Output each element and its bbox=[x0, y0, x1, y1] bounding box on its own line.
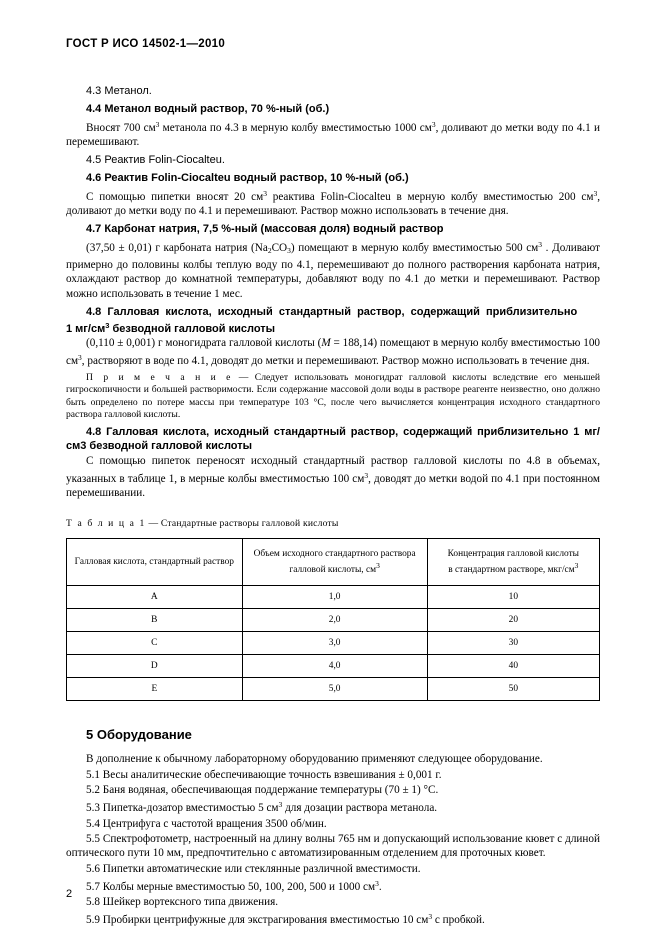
section-4-7-body: (37,50 ± 0,01) г карбоната натрия $(Na_2CO_3)$ помещают в мерную колбу вместимостью 500 $см^3$ . Доливают примерно до половины колбы теплую воду по 4.1, перемешивают до полного растворения карбоната натрия, охлаждают раствор до комнатной температуры, добавляют воду по 4.1 до метки и перемешивают. Раствор можно использовать в течение 1 мес. bbox=[66, 239, 600, 300]
table-cell-volume: 4,0 bbox=[242, 655, 427, 678]
equipment-item-5-3: 5.3 Пипетка-дозатор вместимостью 5 $см^3$ для дозации раствора метанола. bbox=[86, 800, 438, 815]
equipment-item-5-8: 5.8 Шейкер вортексного типа движения. bbox=[86, 896, 279, 909]
table-header-cell-0: Галловая кислота, стандартный раствор bbox=[67, 539, 243, 586]
section-4-4-heading: 4.4 Метанол водный раствор, 70 %-ный (об.) bbox=[86, 103, 330, 116]
section-5-intro: В дополнение к обычному лабораторному оборудованию применяют следующее оборудование. bbox=[86, 753, 543, 766]
table-header-cell-1: Объем исходного стандартного раствора галловой кислоты, $см^3$ bbox=[242, 539, 427, 586]
table-cell-volume: 2,0 bbox=[242, 609, 427, 632]
table-row bbox=[67, 609, 600, 632]
equipment-item-5-2: 5.2 Баня водяная, обеспечивающая поддержание температуры (70 ± 1) °С. bbox=[86, 784, 439, 797]
table-caption: Т а б л и ц а 1 — Стандартные растворы галловой кислоты bbox=[66, 518, 339, 530]
table-header-cell-2: Концентрация галловой кислоты в стандартном растворе, мкг/$см^3$ bbox=[427, 539, 599, 586]
standard-solutions-table bbox=[66, 538, 600, 701]
equipment-item-5-5: 5.5 Спектрофотометр, настроенный на длину волны 765 нм и допускающий использование кювет с длиной оптического пути 10 мм, предпочтительно с автоматизированным отделением для проточных кювет. bbox=[66, 832, 600, 860]
table-row bbox=[67, 586, 600, 609]
table-cell-solution: D bbox=[67, 655, 243, 678]
table-cell-volume: 1,0 bbox=[242, 586, 427, 609]
table-cell-concentration: 40 bbox=[427, 655, 599, 678]
page-number: 2 bbox=[66, 888, 73, 900]
table-cell-volume: 3,0 bbox=[242, 632, 427, 655]
section-4-3-heading: 4.3 Метанол. bbox=[86, 85, 152, 97]
table-cell-concentration: 30 bbox=[427, 632, 599, 655]
section-4-9-heading: 4.8 Галловая кислота, исходный стандартный раствор, содержащий приблизительно 1 мг/см3 безводной галловой кислоты bbox=[66, 425, 600, 452]
section-4-6-heading: 4.6 Реактив Folin-Ciocalteu водный раствор, 10 %-ный (об.) bbox=[86, 172, 409, 185]
equipment-item-5-1: 5.1 Весы аналитические обеспечивающие точность взвешивания ± 0,001 г. bbox=[86, 768, 442, 781]
page-header: ГОСТ Р ИСО 14502-1—2010 bbox=[66, 38, 226, 50]
equipment-item-5-4: 5.4 Центрифуга с частотой вращения 3500 об/мин. bbox=[86, 817, 327, 830]
table-cell-solution: B bbox=[67, 609, 243, 632]
table-row bbox=[67, 655, 600, 678]
table-cell-concentration: 20 bbox=[427, 609, 599, 632]
table-row bbox=[67, 632, 600, 655]
table-cell-concentration: 10 bbox=[427, 586, 599, 609]
table-cell-volume: 5,0 bbox=[242, 678, 427, 701]
equipment-item-5-6: 5.6 Пипетки автоматические или стеклянные различной вместимости. bbox=[86, 862, 421, 875]
equipment-item-5-7: 5.7 Колбы мерные вместимостью 50, 100, 200, 500 и 1000 $см^3$. bbox=[86, 878, 382, 893]
equipment-item-5-9: 5.9 Пробирки центрифужные для экстрагирования вместимостью 10 $см^3$ с пробкой. bbox=[86, 912, 485, 927]
table-cell-solution: E bbox=[67, 678, 243, 701]
section-4-8-heading: 4.8 Галловая кислота, исходный стандартный раствор, содержащий приблизительно 1 $мг/см^3$ безводной галловой кислоты bbox=[66, 305, 578, 336]
document-body bbox=[66, 84, 600, 929]
section-5-heading: 5 Оборудование bbox=[86, 727, 192, 743]
section-4-9-body: С помощью пипеток переносят исходный стандартный раствор галловой кислоты по 4.8 в объемах, указанных в таблице 1, в мерные колбы вместимостью 100 $см^3$, доводят до метки водой по 4.1 при постоянном перемешивании. bbox=[66, 455, 600, 499]
table-header-row bbox=[67, 539, 600, 586]
table-cell-solution: C bbox=[67, 632, 243, 655]
section-4-6-body: С помощью пипетки вносят 20 $см^3$ реактива Folin-Ciocalteu в мерную колбу вместимостью 200 $см^3$, доливают до метки воду по 4.1 и перемешивают. Раствор можно использовать в течение дня. bbox=[66, 188, 600, 218]
table-cell-solution: A bbox=[67, 586, 243, 609]
section-4-8-body: (0,110 ± 0,001) г моногидрата галловой кислоты (M = 188,14) помещают в мерную колбу вместимостью 100 $см^3$, растворяют в воде по 4.1, доводят до метки и перемешивают. Раствор можно использовать в течение дня. bbox=[66, 337, 601, 367]
section-4-7-heading: 4.7 Карбонат натрия, 7,5 %-ный (массовая доля) водный раствор bbox=[86, 223, 444, 236]
table-row bbox=[67, 678, 600, 701]
section-4-4-body: Вносят 700 $см^3$ метанола по 4.3 в мерную колбу вместимостью 1000 $см^3$, доливают до метки воду по 4.1 и перемешивают. bbox=[66, 119, 600, 148]
table-cell-concentration: 50 bbox=[427, 678, 599, 701]
section-4-5-heading: 4.5 Реактив Folin-Ciocalteu. bbox=[86, 154, 225, 167]
section-4-8-note: П р и м е ч а н и е — Следует использовать моногидрат галловой кислоты вследствие его меньшей гигроскопичности и большей растворимости. Если содержание массовой доли воды в растворе реагенте неизвестно, оно должно быть определено по потере массы при температуре 103 °С, после чего вычисляется концентрация исходного стандартного раствора галловой кислоты. bbox=[66, 372, 601, 421]
